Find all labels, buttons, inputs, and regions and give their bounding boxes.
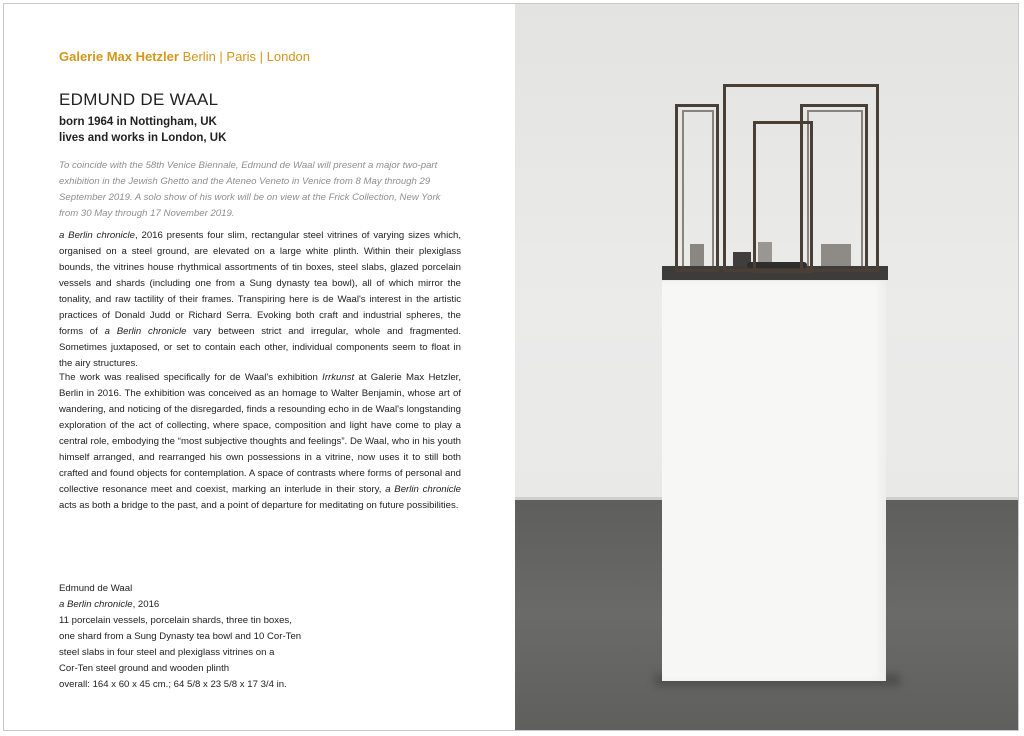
gallery-name: Galerie Max Hetzler [59, 49, 179, 64]
gallery-cities: Berlin | Paris | London [182, 49, 311, 64]
caption-dimensions: overall: 164 x 60 x 45 cm.; 64 5/8 x 23 5/8 x 17 3/4 in. [59, 679, 287, 690]
gallery-header [59, 49, 310, 64]
artist-born: born 1964 in Nottingham, UK [59, 116, 217, 128]
paragraph-2-text-b: at Galerie Max Hetzler, Berlin in 2016. The exhibition was conceived as an homage to Walter Benjamin, whose art of wandering, and noticing of the disregarded, finds a resounding echo in de Waal's longstanding exploration of the act of collecting, where space, composition and light have come to play a central role, embodying the “most subjective thoughts and feelings”. De Waal, who in his youth himself arranged, and rearranged his own possessions in a vitrine, now uses it to still both crafted and found objects for contemplation. A space of contrasts where forms of personal and collective resonance meet and coexist, marking an interlude in their story, [59, 372, 461, 495]
caption-materials-3: steel slabs in four steel and plexiglass vitrines on a [59, 647, 275, 658]
artwork-caption [59, 581, 359, 693]
caption-title-line [59, 597, 359, 613]
paragraph-1-text-b: vary between strict and irregular, whole and fragmented. Sometimes juxtaposed, or set to contain each other, individual components seem to float in the airy structures. [59, 326, 461, 369]
body-paragraph-2 [59, 370, 461, 514]
caption-materials-4: Cor-Ten steel ground and wooden plinth [59, 663, 230, 674]
body-paragraph-1 [59, 228, 461, 372]
caption-year: , 2016 [132, 599, 160, 610]
work-title: a Berlin chronicle [59, 230, 135, 241]
caption-materials-1: 11 porcelain vessels, porcelain shards, three tin boxes, [59, 615, 292, 626]
paragraph-2-text-a: The work was realised specifically for de Waal's exhibition [59, 372, 323, 383]
white-plinth [662, 281, 886, 681]
caption-title: a Berlin chronicle [59, 599, 133, 610]
artist-residence: lives and works in London, UK [59, 132, 227, 144]
work-title: a Berlin chronicle [104, 326, 187, 337]
work-title: a Berlin chronicle [385, 484, 462, 495]
vitrine-inner-frame [807, 110, 863, 272]
vitrine-inner-frame [682, 110, 714, 272]
caption-artist: Edmund de Waal [59, 583, 133, 594]
artist-name: EDMUND DE WAAL [59, 90, 219, 109]
artist-bio [59, 114, 226, 146]
exhibition-title: Irrkunst [322, 372, 355, 383]
paragraph-2-text-c: acts as both a bridge to the past, and a point of departure for meditating on future possibilities. [59, 500, 459, 511]
paragraph-1-text-a: , 2016 presents four slim, rectangular steel vitrines of varying sizes which, organised on a steel ground, are elevated on a large white plinth. Within their plexiglass bounds, the vitrines house rhythmical assortments of tin boxes, steel slabs, glazed porcelain vessels and shards (including one from a Sung dynasty tea bowl), all of which mirror the tonality, and raw tactility of their frames. Transpiring here is de Waal's interest in the artistic practices of Donald Judd or Richard Serra. Evoking both craft and industrial spheres, the forms of [59, 230, 461, 337]
artwork-photo [515, 4, 1019, 730]
intro-paragraph: To coincide with the 58th Venice Biennale, Edmund de Waal will present a major two-part exhibition in the Jewish Ghetto and the Ateneo Veneto in Venice from 8 May through 29 September 2019. A solo show of his work will be on view at the Frick Collection, New York from 30 May through 17 November 2019. [59, 160, 441, 219]
catalog-page [3, 3, 1019, 731]
caption-materials-2: one shard from a Sung Dynasty tea bowl and 10 Cor-Ten [59, 631, 302, 642]
text-column [4, 4, 515, 730]
